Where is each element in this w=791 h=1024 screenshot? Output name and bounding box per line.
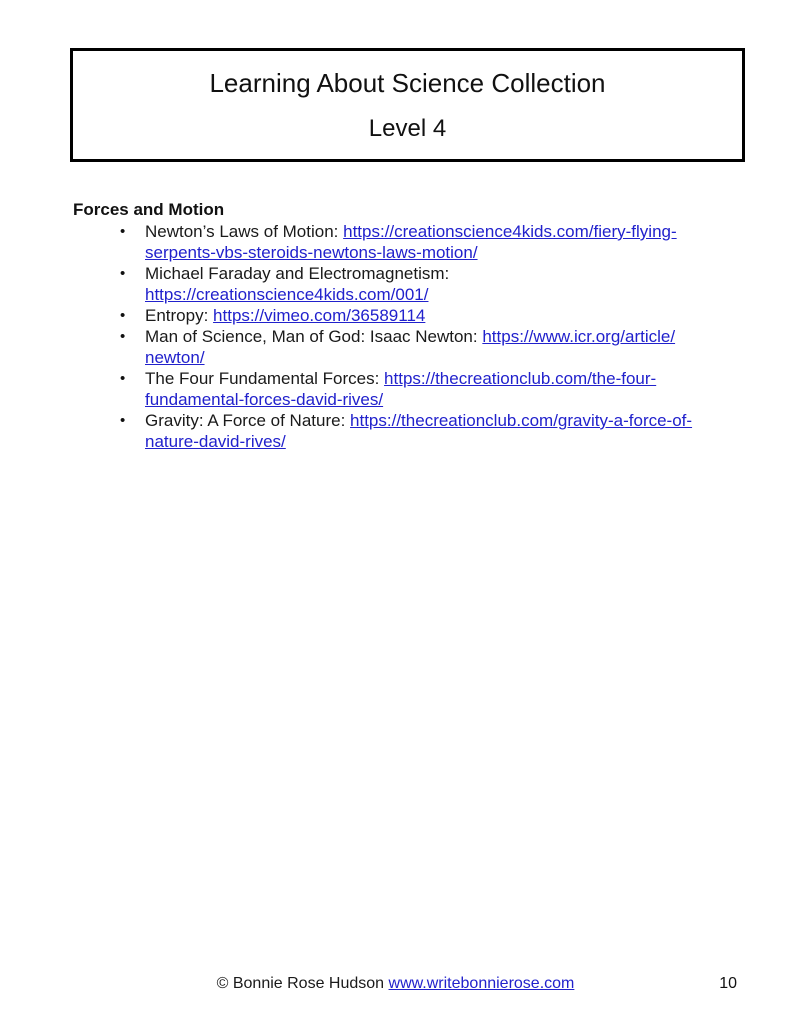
hyperlink[interactable]: serpents-vbs-steroids-newtons-laws-motion/ bbox=[145, 243, 478, 262]
footer-site-link[interactable]: www.writebonnierose.com bbox=[388, 975, 575, 992]
list-item-text: The Four Fundamental Forces: bbox=[145, 369, 385, 388]
hyperlink[interactable]: https://thecreationclub.com/the-four- bbox=[384, 369, 657, 388]
page-title: Learning About Science Collection bbox=[209, 68, 606, 98]
list-item-text: Gravity: A Force of Nature: bbox=[145, 411, 351, 430]
bullet-icon: • bbox=[120, 307, 126, 324]
list-item-text: Entropy: bbox=[145, 306, 214, 325]
list-item bbox=[73, 263, 743, 305]
copyright-text: © Bonnie Rose Hudson bbox=[216, 975, 389, 992]
hyperlink[interactable]: https://vimeo.com/36589114 bbox=[213, 306, 426, 325]
bullet-icon: • bbox=[120, 265, 126, 282]
hyperlink[interactable]: https://creationscience4kids.com/fiery-flying- bbox=[343, 222, 677, 241]
hyperlink[interactable]: https://www.icr.org/article/ bbox=[482, 327, 676, 346]
list-item bbox=[73, 326, 743, 368]
list-item bbox=[73, 305, 743, 326]
hyperlink[interactable]: nature-david-rives/ bbox=[145, 432, 286, 451]
bullet-icon: • bbox=[120, 370, 126, 387]
list-item bbox=[73, 410, 743, 452]
bullet-icon: • bbox=[120, 412, 126, 429]
title-box bbox=[70, 48, 745, 162]
hyperlink[interactable]: https://thecreationclub.com/gravity-a-force-of- bbox=[350, 411, 693, 430]
hyperlink[interactable]: newton/ bbox=[145, 348, 205, 367]
bullet-icon: • bbox=[120, 328, 126, 345]
hyperlink[interactable]: fundamental-forces-david-rives/ bbox=[145, 390, 384, 409]
bullet-icon: • bbox=[120, 223, 126, 240]
list-item-text: Michael Faraday and Electromagnetism: bbox=[145, 264, 450, 283]
list-item-text: Newton’s Laws of Motion: bbox=[145, 222, 344, 241]
footer bbox=[0, 974, 791, 994]
list-item bbox=[73, 368, 743, 410]
document-body bbox=[73, 199, 743, 452]
links-list bbox=[73, 221, 743, 452]
list-item-text: Man of Science, Man of God: Isaac Newton: bbox=[145, 327, 483, 346]
section-heading: Forces and Motion bbox=[73, 200, 225, 219]
page-number: 10 bbox=[719, 975, 737, 992]
list-item bbox=[73, 221, 743, 263]
page-subtitle: Level 4 bbox=[368, 115, 447, 142]
hyperlink[interactable]: https://creationscience4kids.com/001/ bbox=[145, 285, 429, 304]
